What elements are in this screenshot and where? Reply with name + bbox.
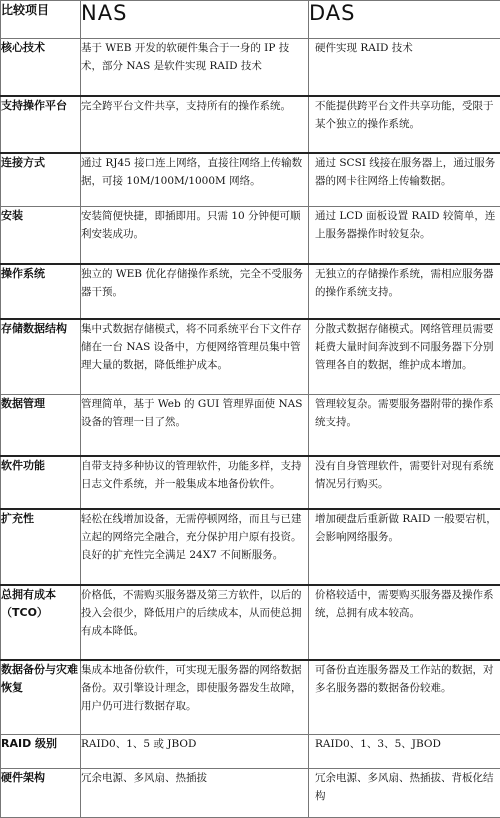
table-row (1, 153, 500, 206)
das-cell: 没有自身管理软件，需要针对现有系统情况另行购买。 (309, 456, 500, 509)
row-label: RAID 级别 (1, 735, 81, 769)
row-label: 核心技术 (1, 38, 81, 95)
row-label: 安装 (1, 206, 81, 263)
das-cell: 管理较复杂。需要服务器附带的操作系统支持。 (309, 395, 500, 456)
table-row (1, 319, 500, 395)
table-row (1, 38, 500, 95)
table-row (1, 96, 500, 153)
das-cell: 冗余电源、多风扇、热插拔、背板化结构 (309, 768, 500, 817)
das-cell: RAID0、1、3、5、JBOD (309, 735, 500, 769)
nas-cell: 自带支持多种协议的管理软件，功能多样，支持日志文件系统，并一般集成本地备份软件。 (81, 456, 309, 509)
das-cell: 可备份直连服务器及工作站的数据，对多名服务器的数据备份较难。 (309, 660, 500, 735)
table-row (1, 264, 500, 319)
nas-cell: 基于 WEB 开发的软硬件集合于一身的 IP 技术，部分 NAS 是软件实现 RAID 技术 (81, 38, 309, 95)
row-label: 操作系统 (1, 264, 81, 319)
header-comparison-item: 比较项目 (1, 1, 81, 39)
row-label: 硬件架构 (1, 768, 81, 817)
das-cell: 增加硬盘后重新做 RAID 一般要宕机，会影响网络服务。 (309, 509, 500, 585)
table-row (1, 395, 500, 456)
nas-cell: 轻松在线增加设备，无需停顿网络，而且与已建立起的网络完全融合，充分保护用户原有投资。良好的扩充性完全满足 24X7 不间断服务。 (81, 509, 309, 585)
das-cell: 硬件实现 RAID 技术 (309, 38, 500, 95)
table-row (1, 456, 500, 509)
das-cell: 通过 SCSI 线接在服务器上，通过服务器的网卡往网络上传输数据。 (309, 153, 500, 206)
table-row (1, 585, 500, 660)
row-label: 支持操作平台 (1, 96, 81, 153)
nas-cell: 集中式数据存储模式，将不同系统平台下文件存储在一台 NAS 设备中，方便网络管理员集中管理大量的数据，降低维护成本。 (81, 319, 309, 395)
nas-cell: 集成本地备份软件，可实现无服务器的网络数据备份。双引擎设计理念，即使服务器发生故障，用户仍可进行数据存取。 (81, 660, 309, 735)
table-row (1, 660, 500, 735)
table-row (1, 206, 500, 263)
row-label: 数据备份与灾难恢复 (1, 660, 81, 735)
table-row (1, 509, 500, 585)
nas-cell: 安装简便快捷，即插即用。只需 10 分钟便可顺利安装成功。 (81, 206, 309, 263)
table-row (1, 735, 500, 769)
table-header-row (1, 1, 500, 39)
header-nas: NAS (81, 1, 309, 39)
row-label: 数据管理 (1, 395, 81, 456)
header-das: DAS (309, 1, 500, 39)
row-label: 软件功能 (1, 456, 81, 509)
nas-cell: 价格低，不需购买服务器及第三方软件，以后的投入会很少，降低用户的后续成本，从而使总拥有成本降低。 (81, 585, 309, 660)
nas-cell: RAID0、1、5 或 JBOD (81, 735, 309, 769)
row-label: 连接方式 (1, 153, 81, 206)
nas-cell: 通过 RJ45 接口连上网络，直接往网络上传输数据，可接 10M/100M/1000M 网络。 (81, 153, 309, 206)
row-label: 总拥有成本（TCO） (1, 585, 81, 660)
nas-cell: 冗余电源、多风扇、热插拔 (81, 768, 309, 817)
table-row (1, 768, 500, 817)
das-cell: 分散式数据存储模式。网络管理员需要耗费大量时间奔波到不同服务器下分别管理各自的数据，维护成本增加。 (309, 319, 500, 395)
nas-cell: 独立的 WEB 优化存储操作系统，完全不受服务器干预。 (81, 264, 309, 319)
row-label: 扩充性 (1, 509, 81, 585)
das-cell: 不能提供跨平台文件共享功能，受限于某个独立的操作系统。 (309, 96, 500, 153)
row-label: 存储数据结构 (1, 319, 81, 395)
nas-cell: 完全跨平台文件共享，支持所有的操作系统。 (81, 96, 309, 153)
das-cell: 通过 LCD 面板设置 RAID 较简单，连上服务器操作时较复杂。 (309, 206, 500, 263)
das-cell: 价格较适中，需要购买服务器及操作系统，总拥有成本较高。 (309, 585, 500, 660)
das-cell: 无独立的存储操作系统，需相应服务器的操作系统支持。 (309, 264, 500, 319)
nas-cell: 管理简单，基于 Web 的 GUI 管理界面使 NAS 设备的管理一目了然。 (81, 395, 309, 456)
